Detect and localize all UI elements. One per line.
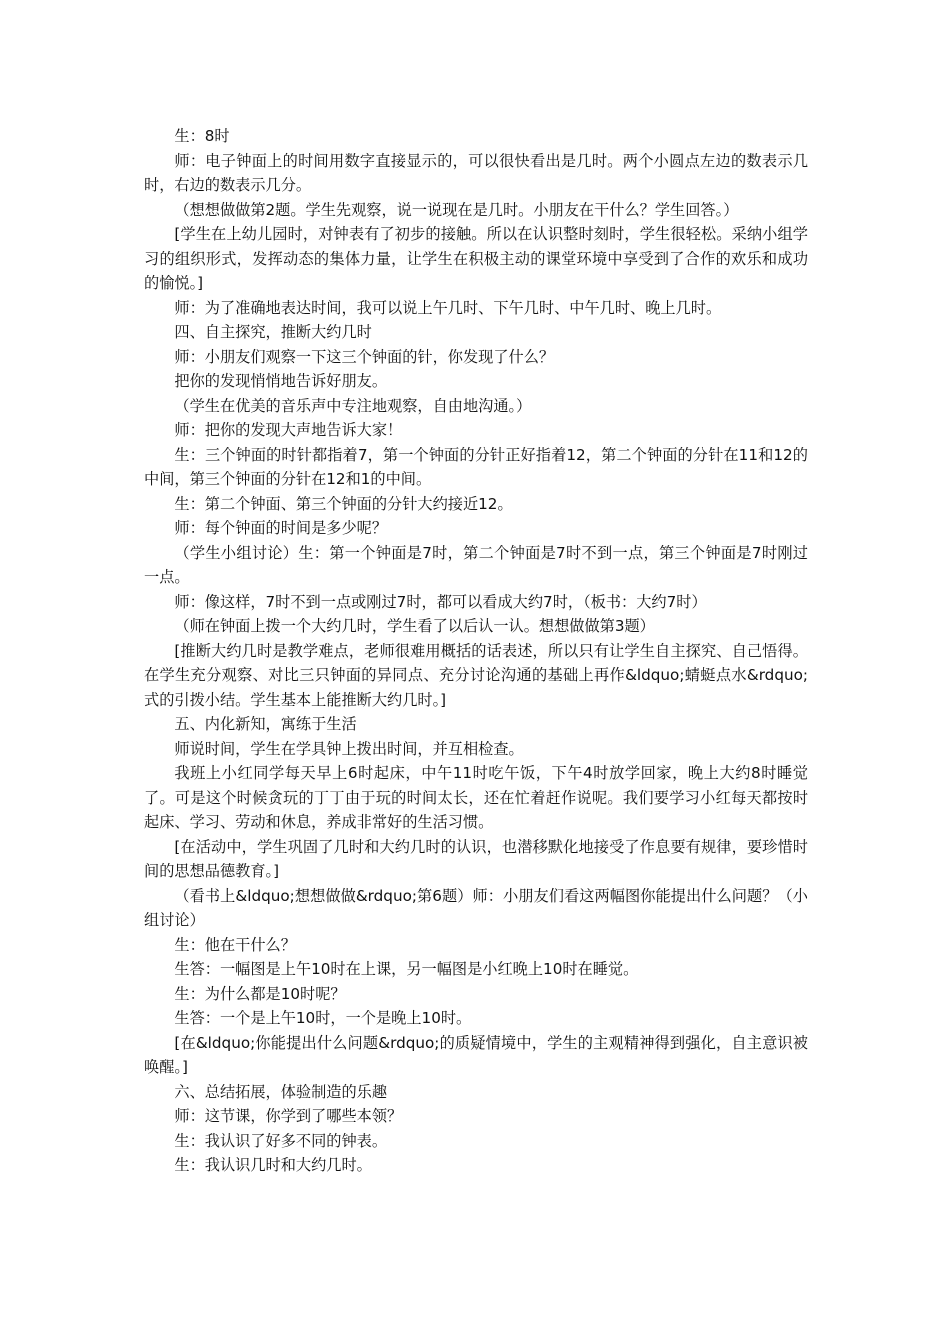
document-body: [144, 124, 808, 1178]
paragraph-11: 生：三个钟面的时针都指着7，第一个钟面的分针正好指着12，第二个钟面的分针在11和12的中间，第三个钟面的分针在12和1的中间。: [144, 445, 808, 488]
paragraph-31: 生：我认识几时和大约几时。: [174, 1156, 372, 1174]
paragraph-20: 我班上小红同学每天早上6时起床，中午11时吃午饭，下午4时放学回家，晚上大约8时睡觉了。可是这个时候贪玩的丁丁由于玩的时间太长，还在忙着赶作说呢。我们要学习小红每天都按时起床、学习、劳动和休息，养成非常好的生活习惯。: [144, 764, 808, 831]
paragraph-9: （学生在优美的音乐声中专注地观察，自由地沟通。）: [174, 396, 532, 415]
paragraph-25: 生：为什么都是10时呢？: [174, 984, 346, 1003]
paragraph-1: 生：8时: [174, 127, 230, 145]
section-heading-6: 六、总结拓展，体验制造的乐趣: [174, 1082, 388, 1101]
paragraph-29: 师：这节课，你学到了哪些本领？: [174, 1107, 403, 1125]
section-heading-5: 五、内化新知，寓练于生活: [174, 715, 357, 733]
paragraph-12: 生：第二个钟面、第三个钟面的分针大约接近12。: [174, 494, 513, 513]
paragraph-19: 师说时间，学生在学具钟上拨出时间，并互相检查。: [174, 739, 524, 758]
paragraph-16: （师在钟面上拨一个大约几时，学生看了以后认一认。想想做做第3题）: [174, 617, 655, 635]
paragraph-7: 师：小朋友们观察一下这三个钟面的针，你发现了什么？: [174, 347, 555, 366]
paragraph-10: 师：把你的发现大声地告诉大家！: [174, 421, 403, 439]
paragraph-23: 生：他在干什么？: [174, 935, 296, 954]
paragraph-30: 生：我认识了好多不同的钟表。: [174, 1131, 388, 1150]
paragraph-15: 师：像这样，7时不到一点或刚过7时，都可以看成大约7时，（板书：大约7时）: [174, 592, 707, 611]
paragraph-3: （想想做做第2题。学生先观察，说一说现在是几时。小朋友在干什么？学生回答。）: [174, 200, 739, 219]
paragraph-5: 师：为了准确地表达时间，我可以说上午几时、下午几时、中午几时、晚上几时。: [174, 298, 722, 317]
paragraph-4: [学生在上幼儿园时，对钟表有了初步的接触。所以在认识整时刻时，学生很轻松。采纳小组学习的组织形式，发挥动态的集体力量，让学生在积极主动的课堂环境中享受到了合作的欢乐和成功的愉悦。]: [144, 225, 808, 292]
paragraph-8: 把你的发现悄悄地告诉好朋友。: [174, 372, 388, 390]
paragraph-13: 师：每个钟面的时间是多少呢？: [174, 519, 388, 537]
section-heading-4: 四、自主探究，推断大约几时: [174, 323, 372, 341]
paragraph-17: [推断大约几时是教学难点，老师很难用概括的话表述，所以只有让学生自主探究、自己悟得。在学生充分观察、对比三只钟面的异同点、充分讨论沟通的基础上再作&ldquo;蜻蜓点水&rdquo;式的引拨小结。学生基本上能推断大约几时。]: [144, 641, 808, 709]
paragraph-2: 师：电子钟面上的时间用数字直接显示的，可以很快看出是几时。两个小圆点左边的数表示几时，右边的数表示几分。: [144, 151, 808, 194]
paragraph-21: [在活动中，学生巩固了几时和大约几时的认识，也潜移默化地接受了作息要有规律，要珍惜时间的思想品德教育。]: [144, 837, 808, 880]
paragraph-22: （看书上&ldquo;想想做做&rdquo;第6题）师：小朋友们看这两幅图你能提出什么问题？（小组讨论）: [144, 886, 808, 929]
paragraph-27: [在&ldquo;你能提出什么问题&rdquo;的质疑情境中，学生的主观精神得到强化，自主意识被唤醒。]: [144, 1033, 808, 1076]
paragraph-24: 生答：一幅图是上午10时在上课，另一幅图是小红晚上10时在睡觉。: [174, 960, 639, 978]
paragraph-26: 生答：一个是上午10时，一个是晚上10时。: [174, 1009, 472, 1027]
paragraph-14: （学生小组讨论）生：第一个钟面是7时，第二个钟面是7时不到一点，第三个钟面是7时刚过一点。: [144, 543, 808, 586]
